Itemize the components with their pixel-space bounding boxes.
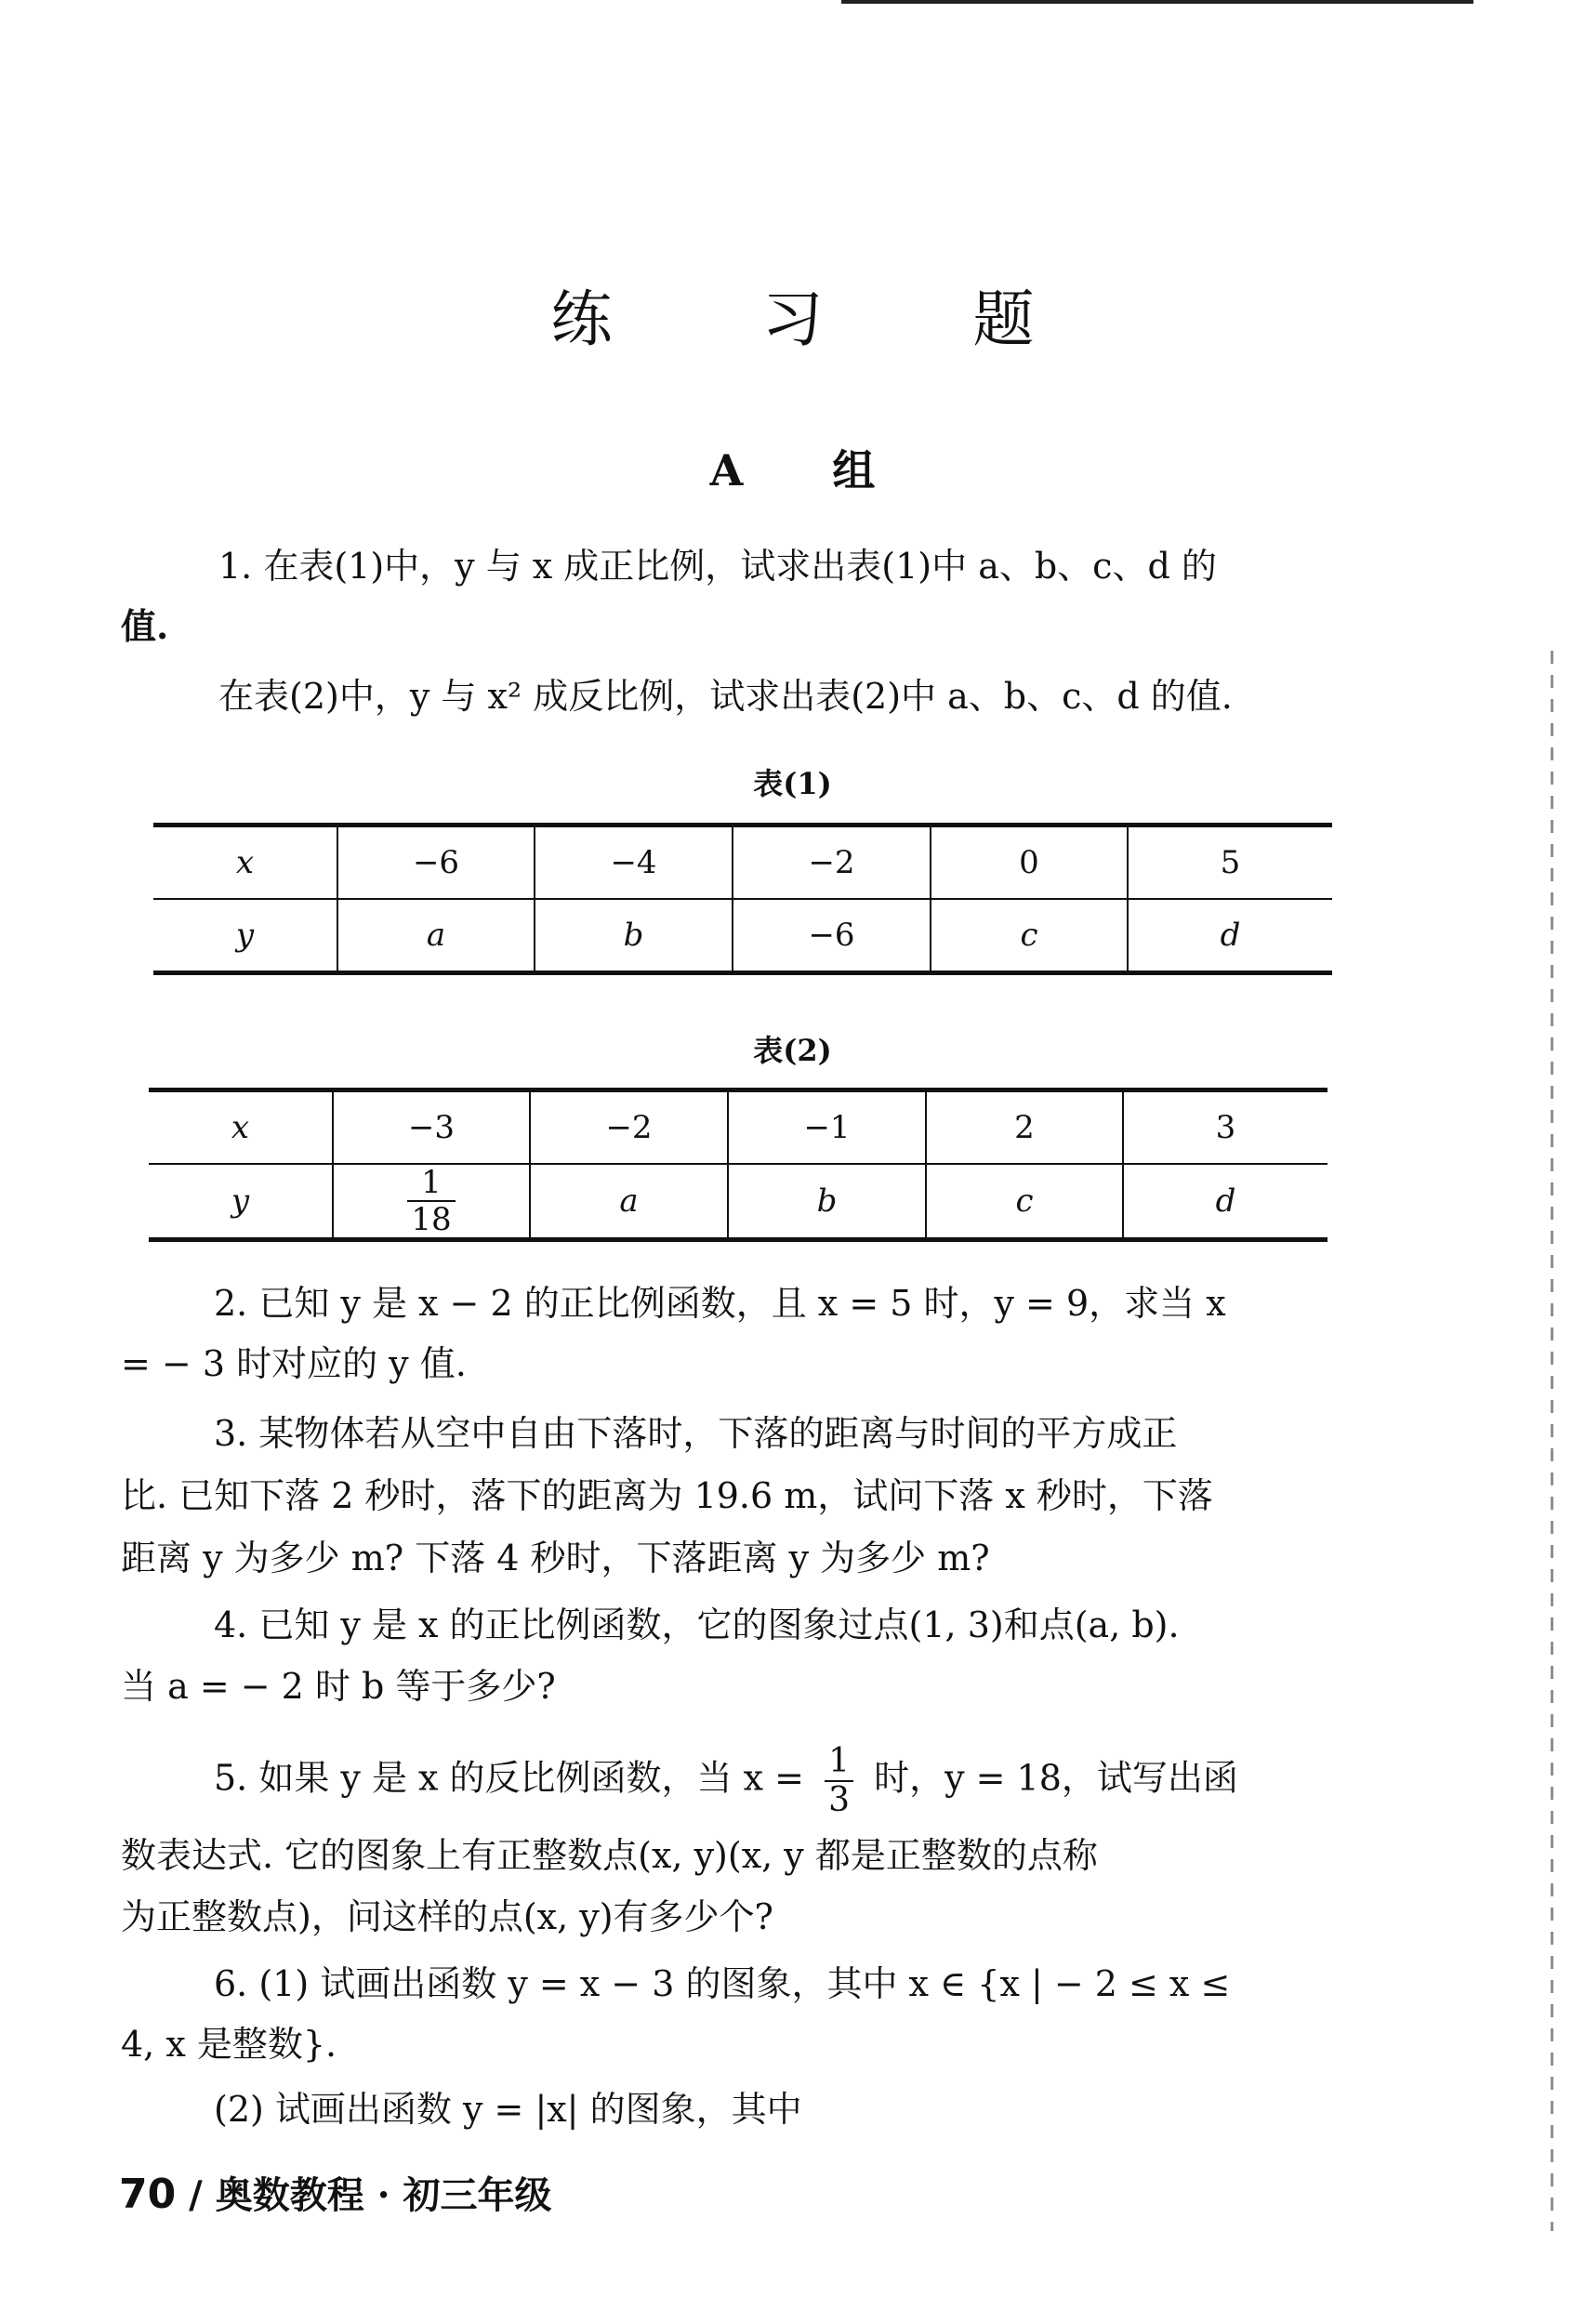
table-cell: 0 bbox=[931, 825, 1128, 900]
table1 bbox=[153, 823, 1332, 975]
table-cell: a bbox=[530, 1164, 728, 1240]
table2-caption: 表(2) bbox=[753, 1033, 832, 1068]
q5-line1 bbox=[214, 1743, 1238, 1819]
q6-line1: 6. (1) 试画出函数 y = x − 3 的图象，其中 x ∈ {x | − 2 ≤ x ≤ bbox=[214, 1963, 1231, 2004]
q5-line2: 数表达式. 它的图象上有正整数点(x, y)(x, y 都是正整数的点称 bbox=[121, 1835, 1098, 1876]
q1-line3: 在表(2)中，y 与 x² 成反比例，试求出表(2)中 a、b、c、d 的值. bbox=[218, 676, 1233, 717]
q3-line2: 比. 已知下落 2 秒时，落下的距离为 19.6 m，试问下落 x 秒时，下落 bbox=[121, 1475, 1213, 1516]
table-cell: 3 bbox=[1123, 1090, 1327, 1165]
table-cell: a bbox=[337, 899, 535, 973]
table-cell: −2 bbox=[733, 825, 931, 900]
scan-border-right bbox=[1551, 651, 1553, 2231]
table-cell: d bbox=[1123, 1164, 1327, 1240]
table-cell: −6 bbox=[733, 899, 931, 973]
q1-line2: 值. bbox=[121, 605, 169, 647]
table-cell bbox=[333, 1164, 530, 1240]
q2-line2: = − 3 时对应的 y 值. bbox=[121, 1343, 467, 1384]
table2 bbox=[149, 1088, 1327, 1242]
table-cell: b bbox=[728, 1164, 926, 1240]
q3-line1: 3. 某物体若从空中自由下落时，下落的距离与时间的平方成正 bbox=[214, 1413, 1178, 1454]
table-cell: y bbox=[153, 899, 337, 973]
table-cell: −4 bbox=[535, 825, 733, 900]
group-heading: A 组 bbox=[709, 445, 876, 495]
table-cell: c bbox=[931, 899, 1128, 973]
table1-row-x bbox=[153, 825, 1332, 900]
table-cell: b bbox=[535, 899, 733, 973]
table-cell: −3 bbox=[333, 1090, 530, 1165]
page-title: 练 习 题 bbox=[550, 284, 1100, 355]
fraction-denominator: 3 bbox=[828, 1781, 850, 1819]
table-cell: −1 bbox=[728, 1090, 926, 1165]
q5-line3: 为正整数点)，问这样的点(x, y)有多少个? bbox=[121, 1896, 773, 1937]
page-footer bbox=[119, 2166, 551, 2219]
q4-line2: 当 a = − 2 时 b 等于多少? bbox=[121, 1666, 556, 1707]
q1-line1: 1. 在表(1)中，y 与 x 成正比例，试求出表(1)中 a、b、c、d 的 bbox=[218, 546, 1217, 587]
q4-line1: 4. 已知 y 是 x 的正比例函数，它的图象过点(1, 3)和点(a, b). bbox=[214, 1604, 1180, 1645]
fraction-numerator: 1 bbox=[825, 1743, 853, 1782]
q2-line1: 2. 已知 y 是 x − 2 的正比例函数，且 x = 5 时，y = 9，求当 x bbox=[214, 1283, 1226, 1324]
footer-book-title: / 奥数教程 · 初三年级 bbox=[189, 2173, 552, 2217]
q6-line3: (2) 试画出函数 y = |x| 的图象，其中 bbox=[214, 2089, 802, 2130]
table-cell: −6 bbox=[337, 825, 535, 900]
table-cell: x bbox=[149, 1090, 333, 1165]
table-cell: y bbox=[149, 1164, 333, 1240]
q6-line2: 4, x 是整数}. bbox=[121, 2024, 337, 2065]
q3-line3: 距离 y 为多少 m? 下落 4 秒时，下落距离 y 为多少 m? bbox=[121, 1538, 990, 1578]
fraction-numerator: 1 bbox=[407, 1165, 455, 1202]
fraction-denominator: 18 bbox=[411, 1201, 452, 1238]
q5-line1-start: 5. 如果 y 是 x 的反比例函数，当 x = bbox=[214, 1757, 804, 1799]
table1-row-y bbox=[153, 899, 1332, 973]
table-cell: 2 bbox=[926, 1090, 1123, 1165]
table-cell: 5 bbox=[1128, 825, 1332, 900]
table2-row-y bbox=[149, 1164, 1327, 1240]
scan-border-top bbox=[841, 0, 1473, 4]
fraction bbox=[825, 1743, 853, 1819]
table-cell: −2 bbox=[530, 1090, 728, 1165]
table-cell: c bbox=[926, 1164, 1123, 1240]
page-number: 70 bbox=[119, 2171, 177, 2218]
table2-row-x bbox=[149, 1090, 1327, 1165]
q5-line1-end: 时，y = 18，试写出函 bbox=[874, 1757, 1238, 1799]
fraction bbox=[407, 1165, 455, 1237]
table1-caption: 表(1) bbox=[753, 766, 832, 801]
table-cell: d bbox=[1128, 899, 1332, 973]
table-cell: x bbox=[153, 825, 337, 900]
